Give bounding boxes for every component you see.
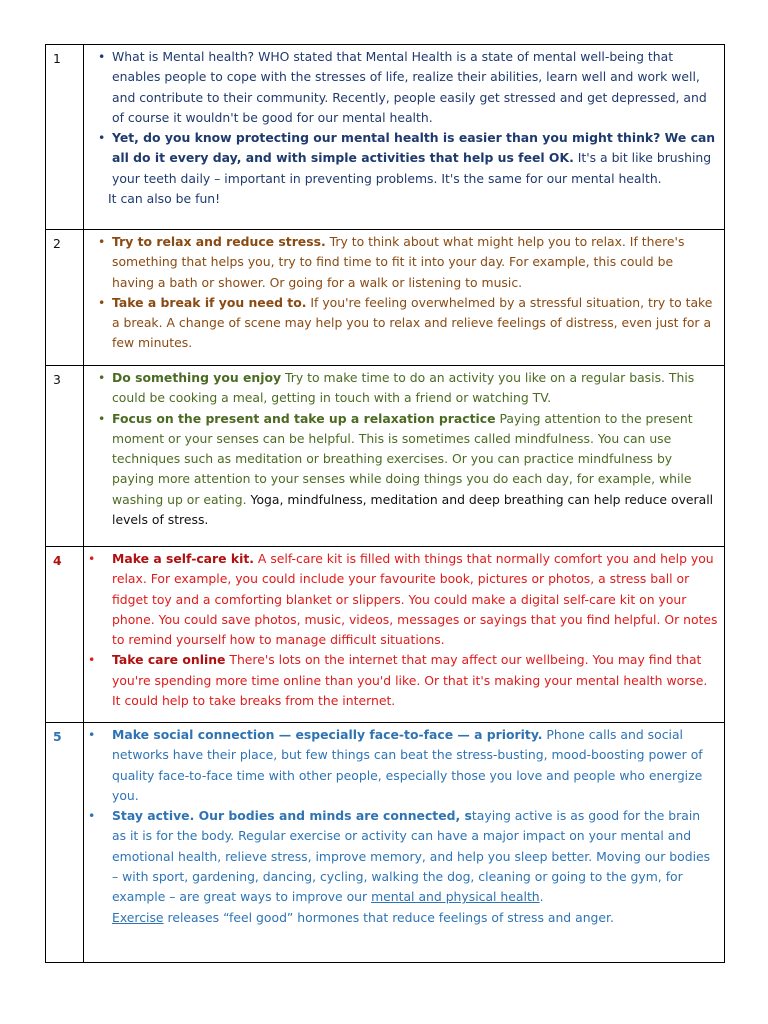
table-row: [46, 366, 725, 547]
row-number: 4: [46, 547, 84, 723]
paragraph-dark-text: Yoga, mindfulness, meditation and deep breathing can help reduce overall levels of stress.: [112, 491, 714, 528]
bold-lead: Try to relax and reduce stress.: [112, 234, 326, 249]
paragraph-text: Phone calls and social networks have their place, but few things can beat the stress-busting, mood-boosting power of quality face-to-face time with other people, especially those you love and people who energize you.: [112, 727, 703, 803]
bold-lead: Take care online: [112, 652, 226, 668]
paragraph-text: A self-care kit is filled with things that normally comfort you and help you relax. For example, you could include your favourite book, pictures or photos, a stress ball or fidget toy and a comforting blanket or slippers. You could make a digital self-care kit on your phone. You could save photos, music, videos, messages or sayings that you find helpful. Or notes to remind yourself how to manage difficult situations.: [112, 551, 718, 648]
row-content: [84, 366, 725, 547]
bold-lead: Take a break if you need to.: [112, 294, 307, 310]
mental-health-link[interactable]: mental and physical health: [371, 889, 540, 905]
row-number: 2: [46, 230, 84, 366]
row-number: 5: [46, 723, 84, 963]
paragraph-end: .: [539, 889, 544, 905]
row-content: [84, 45, 725, 230]
list-item: [90, 128, 718, 189]
list-item: [90, 293, 718, 354]
list-item: [90, 725, 718, 806]
row-content: [84, 547, 725, 723]
bold-lead: Focus on the present and take up a relaxation practice: [112, 410, 496, 426]
bold-lead: Stay active. Our bodies and minds are connected, s: [112, 808, 472, 824]
row-number: 3: [46, 366, 84, 547]
paragraph-text: What is Mental health? WHO stated that Mental Health is a state of mental well-being that enables people to cope with the stresses of life, realize their abilities, learn well and work well, and contribute to their community. Recently, people easily get stressed and get depressed, and of course it wouldn't be good for our mental health.: [112, 49, 707, 125]
list-item: [90, 806, 718, 907]
paragraph-text: releases “feel good” hormones that reduce feelings of stress and anger.: [163, 909, 614, 925]
table-row: [46, 230, 725, 366]
exercise-link[interactable]: Exercise: [112, 909, 164, 925]
paragraph-text: If you're feeling overwhelmed by a stressful situation, try to take a break. A change of scene may help you to relax and relieve feelings of distress, even just for a few minutes.: [112, 294, 713, 351]
bold-lead: Make a self-care kit.: [112, 551, 254, 566]
paragraph-text: Try to make time to do an activity you like on a regular basis. This could be cooking a meal, getting in touch with a friend or watching TV.: [112, 370, 695, 406]
bold-lead: Yet, do you know protecting our mental health is easier than you might think? We can all do it every day, and with simple activities that help us feel OK.: [112, 130, 716, 166]
list-item: [90, 368, 718, 409]
paragraph-text: taying active is as good for the brain as it is for the body. Regular exercise or activity can have a major impact on your mental and emotional health, relieve stress, improve memory, and help you sleep better. Moving our bodies – with sport, gardening, dancing, cycling, walking the dog, cleaning or going to the gym, for example – are great ways to improve our: [112, 808, 711, 905]
list-item: [90, 409, 718, 531]
table-row: [46, 723, 725, 963]
row-number: 1: [46, 45, 84, 230]
list-item: [90, 549, 718, 650]
list-item: [90, 232, 718, 293]
paragraph-text: There's lots on the internet that may affect our wellbeing. You may find that you're spending more time online than you'd like. Or that it's making your mental health worse. It could help to take breaks from the internet.: [112, 652, 708, 709]
bold-lead: Make social connection — especially face-to-face — a priority.: [112, 727, 543, 742]
row-content: [84, 723, 725, 963]
row-content: [84, 230, 725, 366]
paragraph-tail: [90, 908, 718, 928]
paragraph-text: Try to think about what might help you to relax. If there's something that helps you, try to find time to fit it into your day. For example, this could be having a bath or shower. Or going for a walk or listening to music.: [112, 234, 685, 290]
paragraph-text: It's a bit like brushing your teeth daily – important in preventing problems. It's the same for our mental health.: [112, 150, 712, 186]
bold-lead: Do something you enjoy: [112, 370, 282, 385]
list-item: [90, 47, 718, 128]
list-item: [90, 650, 718, 711]
table-row: [46, 45, 725, 230]
paragraph-text: Paying attention to the present moment or your senses can be helpful. This is sometimes called mindfulness. You can use techniques such as meditation or breathing exercises. Or you can practice mindfulness by paying more attention to your senses while doing things you do each day, for example, while washing up or eating.: [112, 410, 693, 507]
table-row: [46, 547, 725, 723]
tips-table: [45, 44, 725, 963]
paragraph-tail: It can also be fun!: [108, 191, 221, 207]
